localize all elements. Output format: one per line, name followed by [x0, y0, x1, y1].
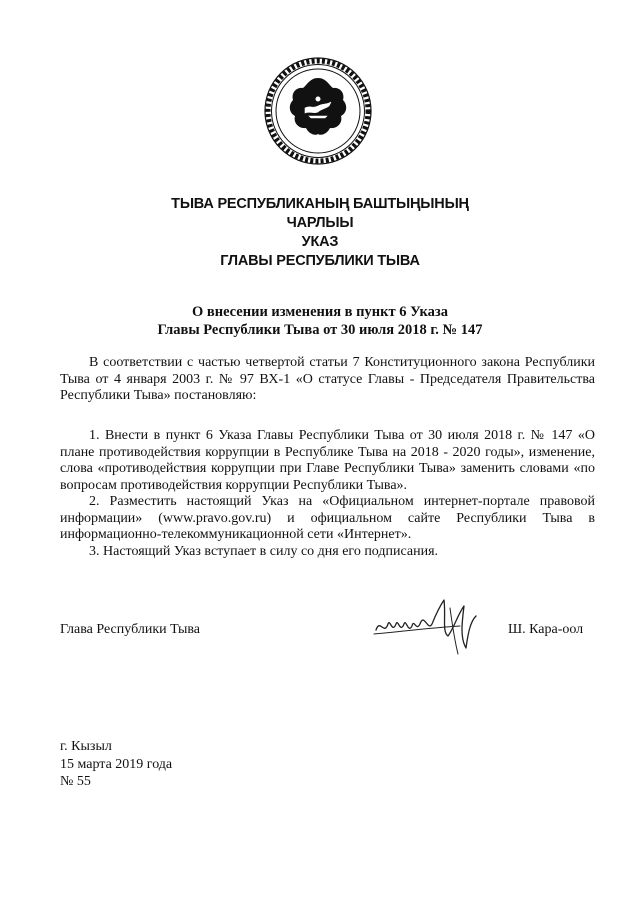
issue-city: г. Кызыл — [60, 739, 112, 754]
tuvan-header-line-2: ЧАРЛЫЫ — [286, 215, 354, 231]
subject-line-1: О внесении изменения в пункт 6 Указа — [191, 304, 448, 320]
decree-footer — [60, 738, 172, 791]
tuvan-header — [0, 195, 640, 233]
subject-line-2: Главы Республики Тыва от 30 июля 2018 г. № 147 — [157, 322, 483, 338]
preamble — [60, 355, 595, 405]
coat-of-arms-emblem — [263, 56, 373, 166]
decree-word: УКАЗ — [301, 234, 339, 250]
decree-item-1: 1. Внести в пункт 6 Указа Главы Республики Тыва от 30 июля 2018 г. № 147 «О плане противодействия коррупции в Республике Тыва на 2018 - 2020 годы», изменение, слова «противодействия коррупции при Главе Республики Тыва» заменить словами «по вопросам противодействия коррупции Республики Тыва». — [60, 428, 595, 493]
preamble-paragraph: В соответствии с частью четвертой статьи 7 Конституционного закона Республики Тыва от 4 января 2003 г. № 97 ВХ-1 «О статусе Главы - Председателя Правительства Республики Тыва» постановляю: — [60, 355, 595, 403]
handwritten-signature — [368, 588, 498, 660]
decree-subject — [0, 303, 640, 339]
decree-title — [0, 233, 640, 271]
issue-date: 15 марта 2019 года — [60, 756, 173, 772]
decree-items — [60, 428, 595, 560]
decree-item-3: 3. Настоящий Указ вступает в силу со дня его подписания. — [89, 543, 439, 559]
signatory-position: Глава Республики Тыва — [60, 622, 201, 637]
decree-authority: ГЛАВЫ РЕСПУБЛИКИ ТЫВА — [220, 253, 420, 269]
decree-item-2: 2. Разместить настоящий Указ на «Официальном интернет-портале правовой информации» (www.pravo.gov.ru) и официальном сайте Республики Тыва в информационно-телекоммуникационной сети «Интернет». — [60, 494, 595, 542]
signatory-name: Ш. Кара-оол — [508, 622, 584, 637]
tuvan-header-line-1: ТЫВА РЕСПУБЛИКАНЫҢ БАШТЫҢЫНЫҢ — [171, 196, 469, 212]
decree-number: № 55 — [60, 774, 91, 789]
